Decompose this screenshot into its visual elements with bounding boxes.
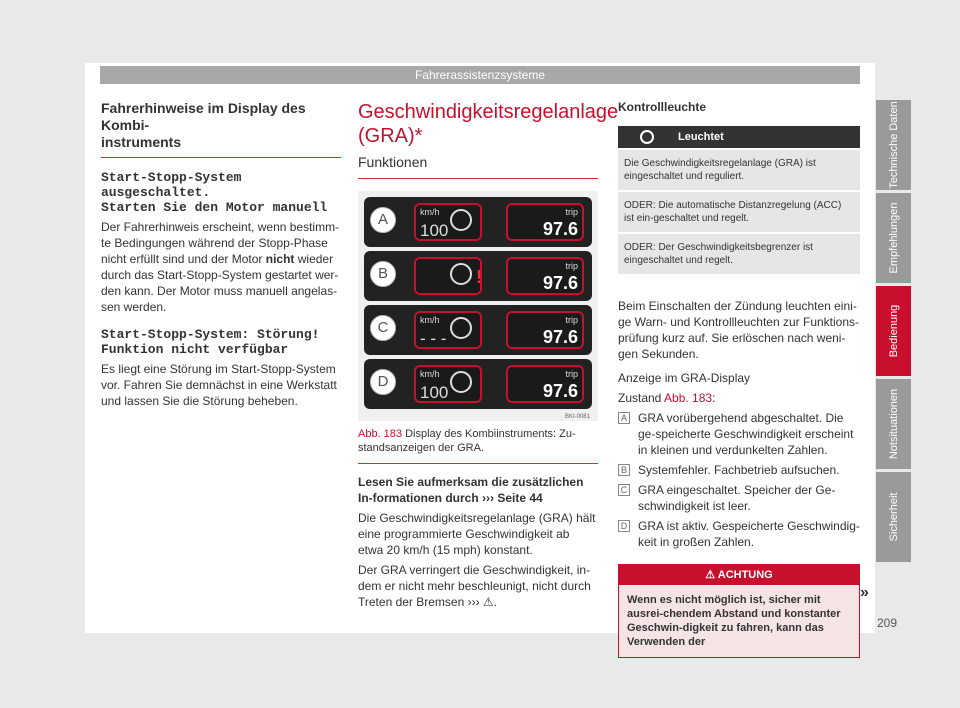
speedometer-icon	[450, 371, 472, 393]
speedometer-icon	[640, 130, 654, 144]
table-row: Die Geschwindigkeitsregelanlage (GRA) ist eingeschaltet und reguliert.	[618, 148, 860, 190]
side-tabs	[876, 100, 911, 565]
column-left	[101, 100, 341, 409]
panel-letter: B	[370, 261, 396, 287]
continue-arrow: »	[860, 584, 869, 601]
tab-empfehlungen[interactable]: Empfehlungen	[876, 193, 911, 283]
subtitle: Funktionen	[358, 154, 598, 179]
message-heading-1: Start-Stopp-System ausgeschaltet. Starten Sie den Motor manuell	[101, 170, 328, 215]
tab-bedienung[interactable]: Bedienung	[876, 286, 911, 376]
column-middle	[358, 100, 619, 610]
list-item: C GRA eingeschaltet. Speicher der Ge-schwindigkeit ist leer.	[618, 482, 860, 514]
control-light-title: Kontrollleuchte	[618, 100, 707, 114]
display-panel-a	[364, 197, 592, 247]
message-text-2: Es liegt eine Störung im Start-Stopp-System vor. Fahren Sie demnächst in eine Werkstatt und lassen Sie die Störung beheben.	[101, 362, 337, 408]
trip-box: trip 97.6	[506, 203, 584, 241]
warning-header: ⚠ ACHTUNG	[619, 565, 859, 585]
trip-box: trip 97.6	[506, 365, 584, 403]
speed-box: km/h 100	[414, 203, 482, 241]
read-more-link[interactable]: Lesen Sie aufmerksam die zusätzlichen In-formationen durch ››› Seite 44	[358, 475, 584, 505]
table-row: ODER: Die automatische Distanzregelung (ACC) ist ein-geschaltet und regelt.	[618, 190, 860, 232]
display-panel-b	[364, 251, 592, 301]
page-number: 209	[877, 616, 898, 630]
display-panel-d	[364, 359, 592, 409]
paragraph-ignition: Beim Einschalten der Zündung leuchten eini-ge Warn- und Kontrollleuchten zur Funktions-prüfung kurz auf. Sie erlöschen nach weni-gen Sekunden.	[618, 299, 860, 361]
paragraph-2: Der GRA verringert die Geschwindigkeit, in-dem er nicht mehr beschleunigt, nicht durch Treten der Bremsen ››› ⚠.	[358, 563, 591, 609]
speedometer-icon	[450, 317, 472, 339]
speedometer-icon	[450, 263, 472, 285]
panel-letter: C	[370, 315, 396, 341]
tab-notsituationen[interactable]: Notsituationen	[876, 379, 911, 469]
speed-box: km/h 100	[414, 365, 482, 403]
control-light-table	[618, 126, 860, 274]
speedometer-icon	[450, 209, 472, 231]
tab-technische-daten[interactable]: Technische Daten	[876, 100, 911, 190]
section-title: Fahrerhinweise im Display des Kombi- instruments	[101, 100, 341, 158]
chapter-header: Fahrerassistenzsysteme	[100, 66, 860, 84]
list-item: D GRA ist aktiv. Gespeicherte Geschwindig-keit in großen Zahlen.	[618, 518, 860, 550]
table-row: ODER: Der Geschwindigkeitsbegrenzer ist eingeschaltet und regelt.	[618, 232, 860, 274]
figure-display	[358, 191, 598, 421]
trip-box: trip 97.6	[506, 257, 584, 295]
trip-box: trip 97.6	[506, 311, 584, 349]
figure-code: BKI-0081	[564, 414, 590, 420]
list-item: A GRA vorübergehend abgeschaltet. Die ge-speicherte Geschwindigkeit erscheint in kleinen und verdunkelten Zahlen.	[618, 410, 860, 458]
panel-letter: A	[370, 207, 396, 233]
column-right	[618, 100, 860, 658]
figure-caption: Abb. 183 Display des Kombiinstruments: Zu-standsanzeigen der GRA.	[358, 427, 598, 464]
warning-icon: !	[476, 267, 482, 287]
display-panel-c	[364, 305, 592, 355]
panel-letter: D	[370, 369, 396, 395]
display-heading: Anzeige im GRA-Display	[618, 371, 751, 385]
message-heading-2: Start-Stopp-System: Störung! Funktion nicht verfügbar	[101, 327, 320, 357]
page-title: Geschwindigkeitsregelanlage (GRA)*	[358, 101, 619, 147]
tab-sicherheit[interactable]: Sicherheit	[876, 472, 911, 562]
warning-text: Wenn es nicht möglich ist, sicher mit ausrei-chendem Abstand und konstanter Geschwin-digkeit zu fahren, kann das Verwenden der	[619, 585, 859, 657]
state-ref: Zustand Abb. 183:	[618, 391, 716, 405]
warning-box	[618, 564, 860, 658]
table-header: Leuchtet	[618, 126, 860, 148]
speed-box: km/h - - -	[414, 311, 482, 349]
paragraph-1: Die Geschwindigkeitsregelanlage (GRA) hält eine programmierte Geschwindigkeit ab etwa 20 km/h (15 mph) konstant.	[358, 511, 596, 557]
message-text-1: Der Fahrerhinweis erscheint, wenn bestimm-te Bedingungen während der Stopp-Phase nicht erfüllt sind und der Motor nicht wieder durch das Start-Stopp-System gestartet wer-den kann. Der Motor muss manuell angelas-sen werden.	[101, 220, 340, 314]
list-item: B Systemfehler. Fachbetrieb aufsuchen.	[618, 462, 860, 478]
